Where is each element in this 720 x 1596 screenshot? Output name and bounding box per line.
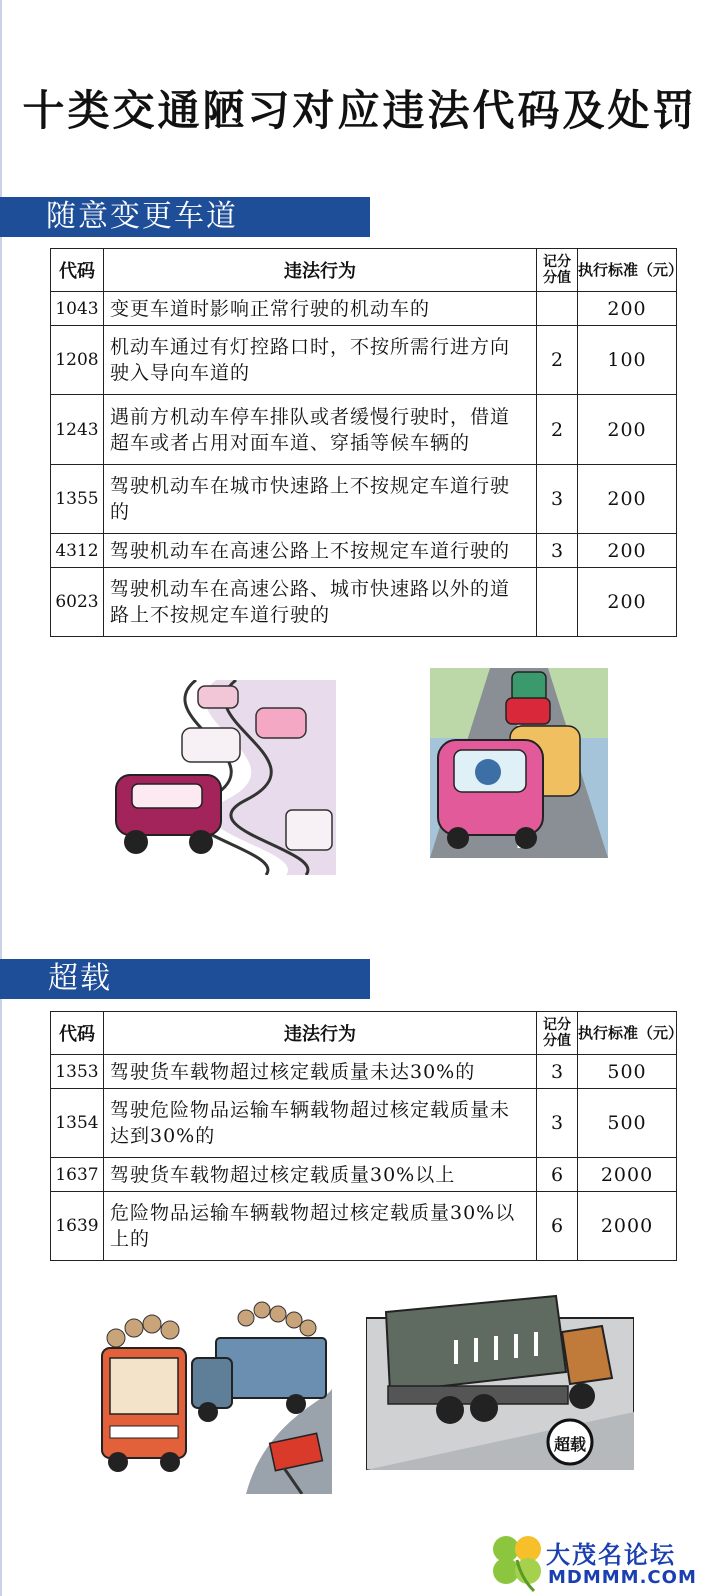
row-behavior: 驾驶机动车在高速公路、城市快速路以外的道路上不按规定车道行驶的: [104, 568, 537, 637]
row-code: 4312: [51, 534, 104, 568]
row-amount: 200: [578, 568, 677, 637]
row-behavior: 遇前方机动车停车排队或者缓慢行驶时，借道超车或者占用对面车道、穿插等候车辆的: [104, 395, 537, 465]
row-behavior: 驾驶货车载物超过核定载质量30%以上: [104, 1158, 537, 1192]
header-points: 记分分值: [537, 249, 578, 292]
clover-logo-icon: [490, 1533, 544, 1593]
row-amount: 2000: [578, 1158, 677, 1192]
lane-change-table: [50, 248, 684, 637]
row-points: [537, 292, 578, 326]
row-behavior: 驾驶机动车在城市快速路上不按规定车道行驶的: [104, 465, 537, 534]
header-code: 代码: [51, 249, 104, 292]
row-behavior: 危险物品运输车辆载物超过核定载质量30%以上的: [104, 1192, 537, 1261]
forum-watermark: [490, 1533, 720, 1593]
row-code: 1353: [51, 1055, 104, 1089]
header-points: 记分分值: [537, 1012, 578, 1055]
header-behavior: 违法行为: [104, 1012, 537, 1055]
row-amount: 200: [578, 395, 677, 465]
overload-table: [50, 1011, 684, 1261]
lane-change-illustration-right: [430, 668, 608, 858]
row-amount: 200: [578, 292, 677, 326]
row-amount: 200: [578, 534, 677, 568]
page-title: 十类交通陋习对应违法代码及处罚: [22, 86, 698, 135]
header-amount: 执行标准（元）: [578, 249, 677, 292]
row-behavior: 变更车道时影响正常行驶的机动车的: [104, 292, 537, 326]
table-header-row: [51, 1012, 677, 1055]
row-behavior: 驾驶货车载物超过核定载质量未达30%的: [104, 1055, 537, 1089]
table-row: [51, 568, 677, 637]
row-points: 2: [537, 395, 578, 465]
table-row: [51, 1192, 677, 1261]
row-behavior: 驾驶危险物品运输车辆载物超过核定载质量未达到30%的: [104, 1089, 537, 1158]
table-row: [51, 534, 677, 568]
row-amount: 500: [578, 1055, 677, 1089]
table-row: [51, 326, 677, 395]
overload-sign-text: 超载: [553, 1435, 586, 1454]
row-behavior: 机动车通过有灯控路口时，不按所需行进方向驶入导向车道的: [104, 326, 537, 395]
row-amount: 500: [578, 1089, 677, 1158]
table-row: [51, 465, 677, 534]
section-header-lane-change: 随意变更车道: [0, 197, 370, 237]
lane-change-illustration-left: [106, 680, 336, 875]
row-code: 1355: [51, 465, 104, 534]
row-points: 6: [537, 1192, 578, 1261]
row-amount: 200: [578, 465, 677, 534]
table-header-row: [51, 249, 677, 292]
row-behavior: 驾驶机动车在高速公路上不按规定车道行驶的: [104, 534, 537, 568]
table-row: [51, 1158, 677, 1192]
table-row: [51, 395, 677, 465]
row-code: 1639: [51, 1192, 104, 1261]
left-border: [0, 0, 2, 1596]
row-points: 3: [537, 534, 578, 568]
row-code: 6023: [51, 568, 104, 637]
row-code: 1243: [51, 395, 104, 465]
row-amount: 100: [578, 326, 677, 395]
header-behavior: 违法行为: [104, 249, 537, 292]
section-header-overload: 超载: [0, 959, 370, 999]
table-row: [51, 1055, 677, 1089]
row-points: 3: [537, 1089, 578, 1158]
row-code: 1637: [51, 1158, 104, 1192]
row-points: 3: [537, 465, 578, 534]
row-code: 1208: [51, 326, 104, 395]
row-points: 6: [537, 1158, 578, 1192]
row-code: 1354: [51, 1089, 104, 1158]
header-code: 代码: [51, 1012, 104, 1055]
overload-illustration-left: [96, 1298, 332, 1494]
row-points: 2: [537, 326, 578, 395]
row-amount: 2000: [578, 1192, 677, 1261]
row-points: [537, 568, 578, 637]
watermark-en: MDMMM.COM: [548, 1567, 697, 1588]
overload-illustration-right: [366, 1292, 634, 1470]
table-row: [51, 1089, 677, 1158]
watermark-cn: 大茂名论坛: [546, 1541, 676, 1569]
table-row: [51, 292, 677, 326]
header-amount: 执行标准（元）: [578, 1012, 677, 1055]
row-code: 1043: [51, 292, 104, 326]
row-points: 3: [537, 1055, 578, 1089]
